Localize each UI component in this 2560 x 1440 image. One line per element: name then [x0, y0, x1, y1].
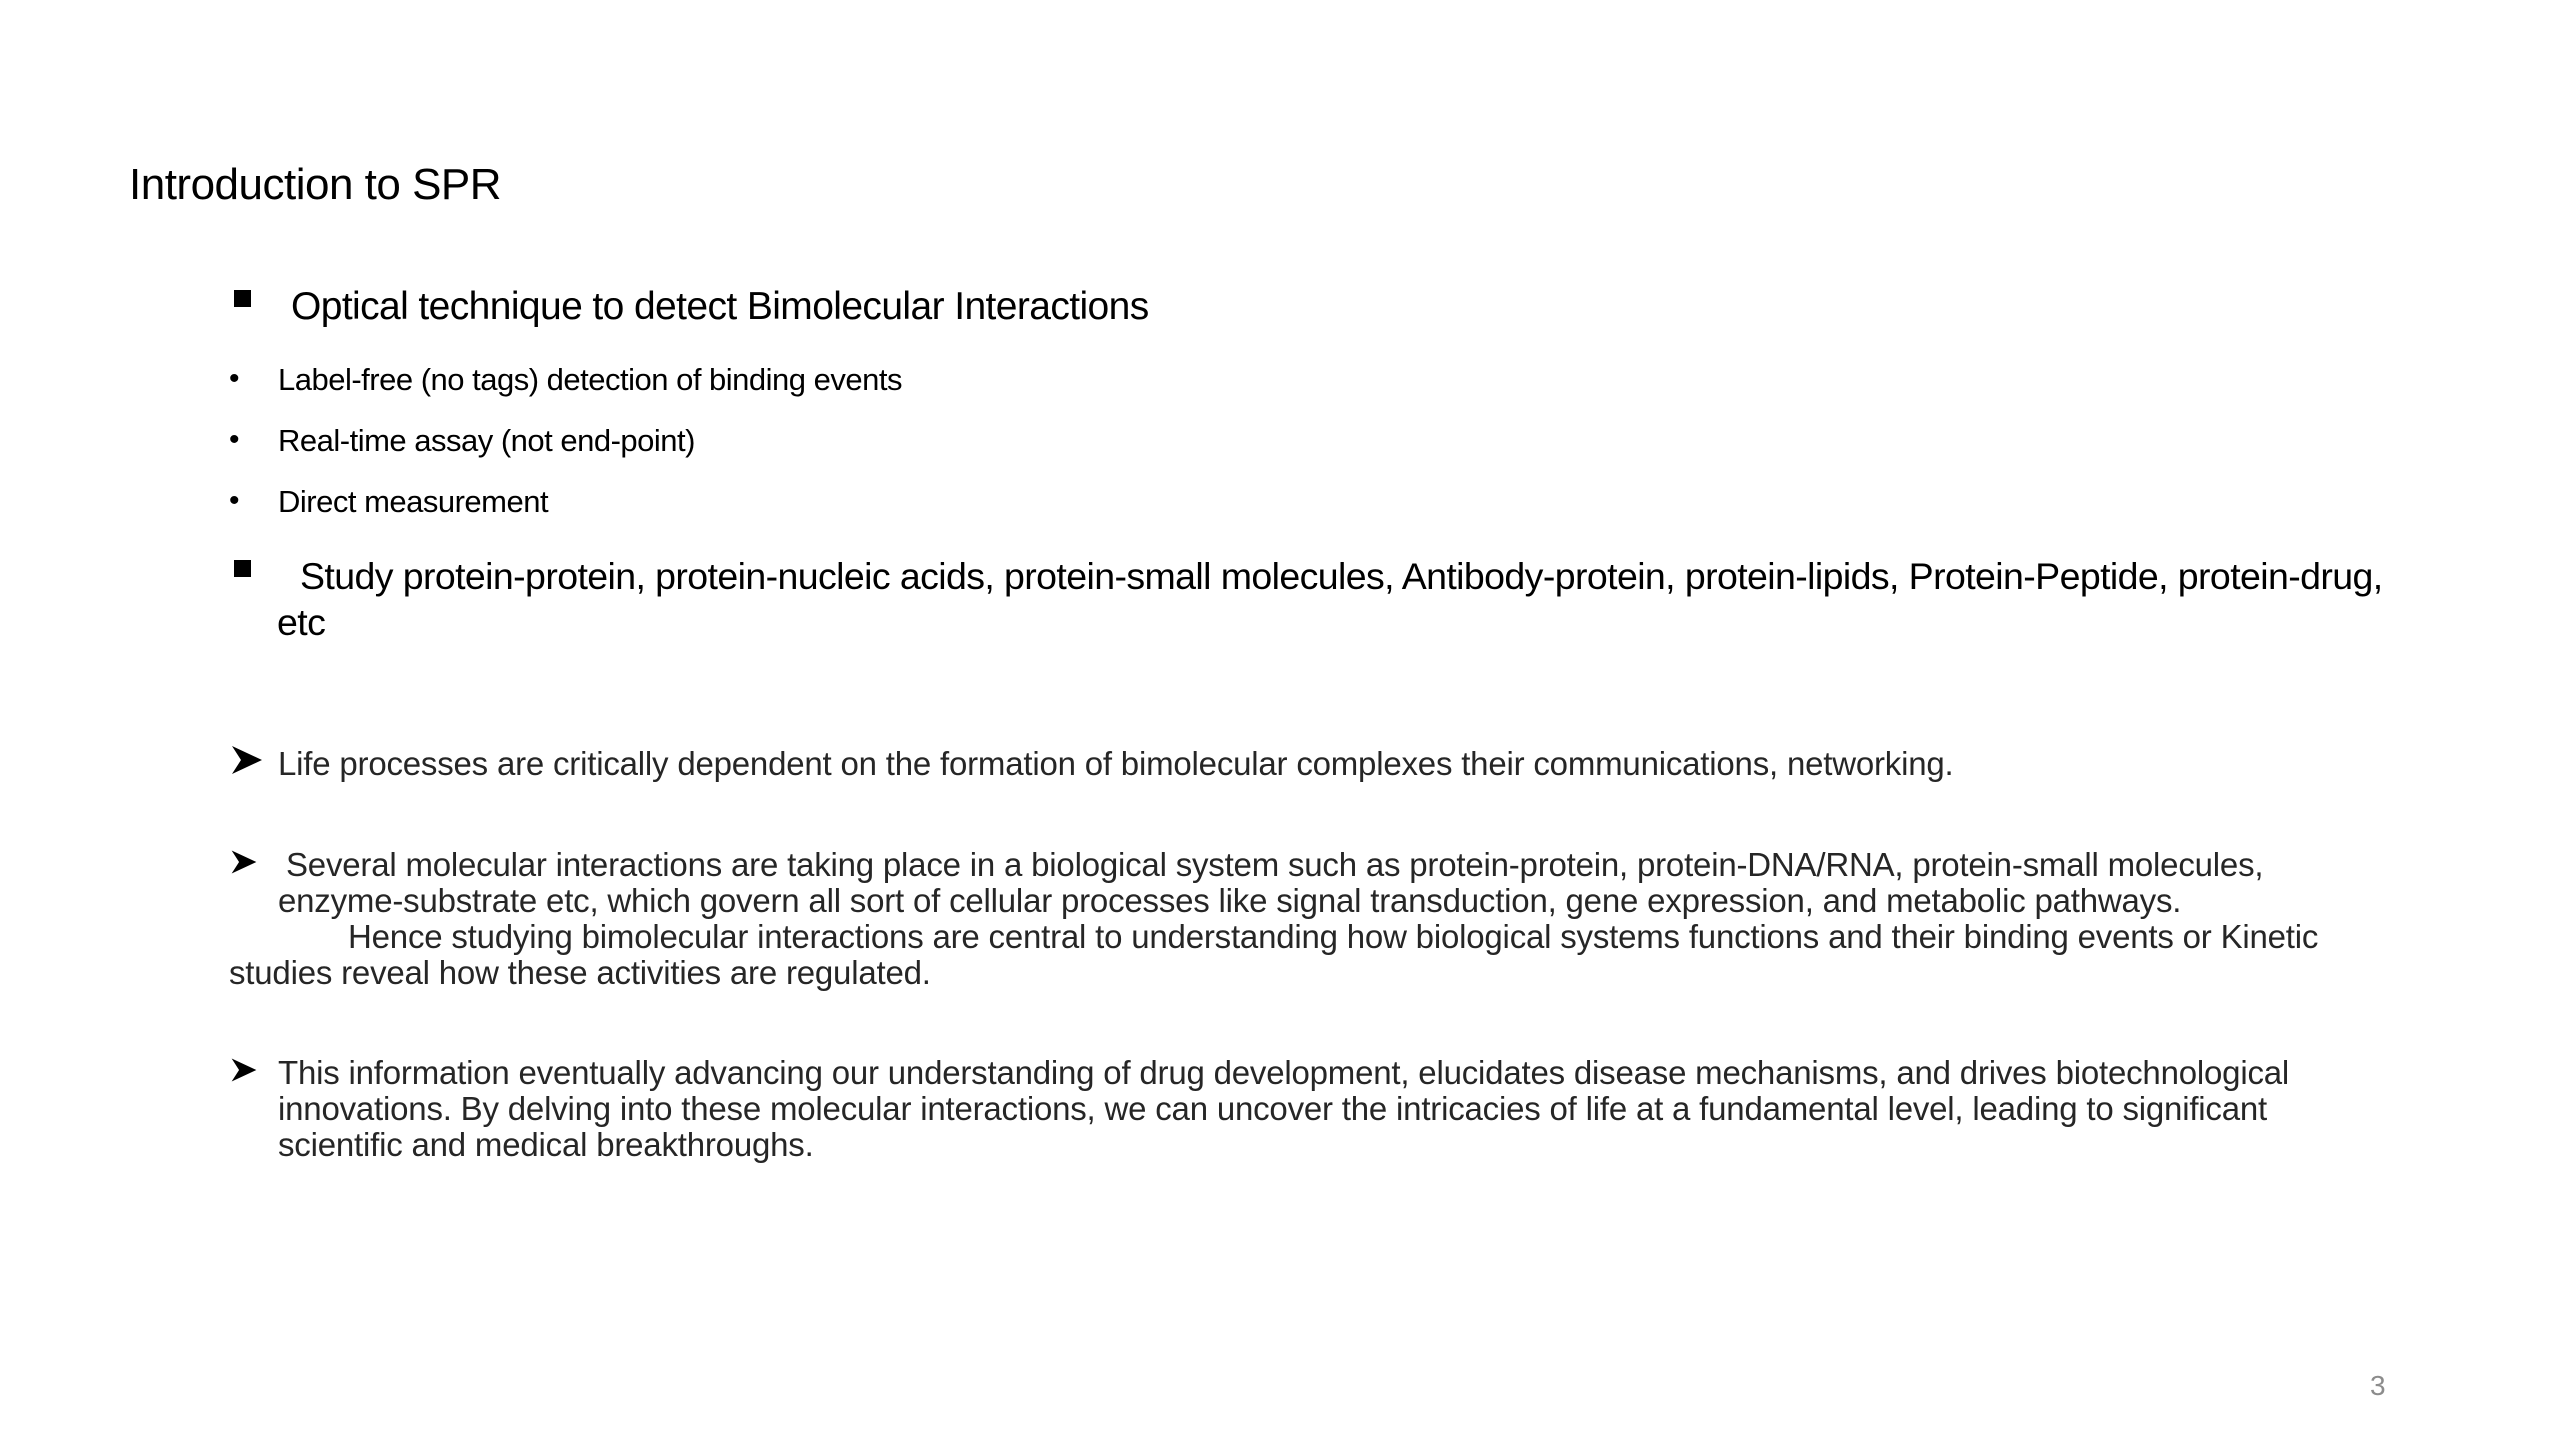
arrowhead-bullet-icon [230, 1056, 258, 1084]
sub-point-label-free: Label-free (no tags) detection of binding events [278, 362, 902, 397]
page-number: 3 [2370, 1370, 2386, 1401]
dot-bullet-icon: • [229, 484, 240, 517]
heading-optical-technique: Optical technique to detect Bimolecular Interactions [291, 285, 1149, 328]
paragraph-molecular-interactions-line3: Hence studying bimolecular interactions are central to understanding how biological systems functions and their binding events or Kinetic [348, 918, 2319, 955]
square-bullet-icon [234, 560, 251, 577]
slide-title: Introduction to SPR [129, 160, 502, 209]
square-bullet-icon [234, 290, 251, 307]
paragraph-molecular-interactions-line2: enzyme-substrate etc, which govern all sort of cellular processes like signal transduction, gene expression, and metabolic pathways. [278, 882, 2182, 919]
dot-bullet-icon: • [229, 362, 240, 395]
sub-point-real-time: Real-time assay (not end-point) [278, 423, 695, 458]
heading-study-interactions-line2: etc [277, 601, 326, 643]
paragraph-life-processes: Life processes are critically dependent on the formation of bimolecular complexes their communications, networking. [278, 745, 1954, 782]
heading-study-interactions-line1: Study protein-protein, protein-nucleic acids, protein-small molecules, Antibody-protein, protein-lipids, Protein-Peptide, protein-drug, [300, 555, 2383, 597]
paragraph-information-line2: innovations. By delving into these molecular interactions, we can uncover the intricacies of life at a fundamental level, leading to significant [278, 1090, 2268, 1127]
arrowhead-bullet-icon [230, 848, 258, 876]
paragraph-information-line1: This information eventually advancing our understanding of drug development, elucidates disease mechanisms, and drives biotechnological [278, 1054, 2290, 1091]
paragraph-information-line3: scientific and medical breakthroughs. [278, 1126, 814, 1163]
dot-bullet-icon: • [229, 423, 240, 456]
paragraph-molecular-interactions-line1: Several molecular interactions are taking place in a biological system such as protein-protein, protein-DNA/RNA, protein-small molecules, [286, 846, 2264, 883]
sub-point-direct: Direct measurement [278, 484, 549, 519]
paragraph-molecular-interactions-line4: studies reveal how these activities are regulated. [229, 954, 931, 991]
arrowhead-bullet-icon [230, 743, 264, 777]
